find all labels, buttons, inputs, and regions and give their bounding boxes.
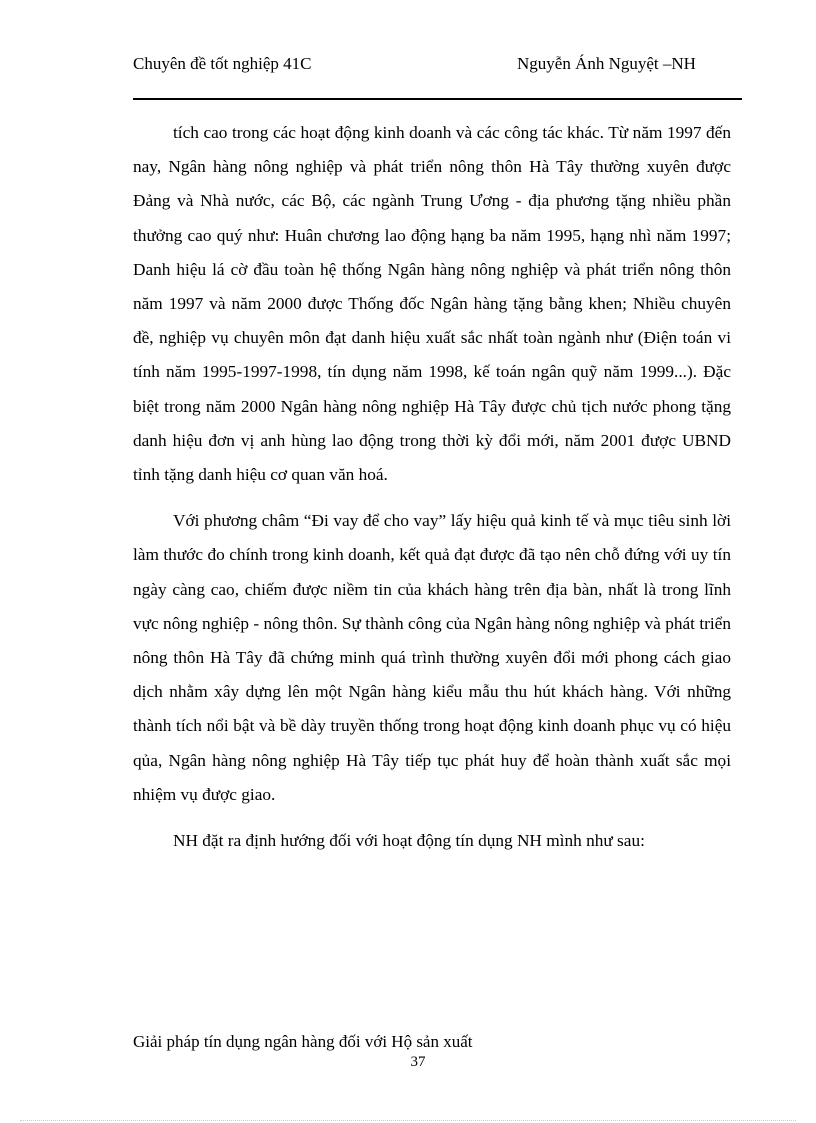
page-number: 37: [410, 1054, 426, 1070]
header-document-type: Chuyên đề tốt nghiệp 41C: [133, 54, 312, 73]
paragraph-motto: Với phương châm “Đi vay để cho vay” lấy hiệu quả kinh tế và mục tiêu sinh lời làm thước đo chính trong kinh doanh, kết quả đạt được đã tạo nên chỗ đứng với uy tín ngày càng cao, chiếm được niềm tin của khách hàng trên địa bàn, nhất là trong lĩnh vực nông nghiệp - nông thôn. Sự thành công của Ngân hàng nông nghiệp và phát triển nông thôn Hà Tây đã chứng minh quá trình thường xuyên đổi mới phong cách giao dịch nhằm xây dựng lên một Ngân hàng kiểu mẫu thu hút khách hàng. Với những thành tích nổi bật và bề dày truyền thống trong hoạt động kinh doanh phục vụ có hiệu qủa, Ngân hàng nông nghiệp Hà Tây tiếp tục phát huy để hoàn thành xuất sắc mọi nhiệm vụ được giao.: [133, 511, 731, 804]
footer-title: Giải pháp tín dụng ngân hàng đối với Hộ sản xuất: [133, 1032, 473, 1051]
paragraph-awards: tích cao trong các hoạt động kinh doanh và các công tác khác. Từ năm 1997 đến nay, Ngân hàng nông nghiệp và phát triển nông thôn Hà Tây thường xuyên được Đảng và Nhà nước, các Bộ, các ngành Trung Ương - địa phương tặng nhiều phần thưởng cao quý như: Huân chương lao động hạng ba năm 1995, hạng nhì năm 1997; Danh hiệu lá cờ đầu toàn hệ thống Ngân hàng nông nghiệp và phát triển nông thôn năm 1997 và năm 2000 được Thống đốc Ngân hàng tặng bằng khen; Nhiều chuyên đề, nghiệp vụ chuyên môn đạt danh hiệu xuất sắc nhất toàn ngành như (Điện toán vi tính năm 1995-1997-1998, tín dụng năm 1998, kế toán ngân quỹ năm 1999...). Đặc biệt trong năm 2000 Ngân hàng nông nghiệp Hà Tây được chủ tịch nước phong tặng danh hiệu đơn vị anh hùng lao động trong thời kỳ đổi mới, năm 2001 được UBND tỉnh tặng danh hiệu cơ quan văn hoá.: [133, 123, 731, 485]
body-text: [133, 116, 731, 858]
paragraph-orientation: NH đặt ra định hướng đối với hoạt động tín dụng NH mình như sau:: [173, 831, 645, 851]
header-author: Nguyễn Ánh Nguyệt –NH: [517, 54, 696, 73]
page-bottom-edge: [20, 1120, 796, 1121]
header-divider: [133, 98, 742, 100]
